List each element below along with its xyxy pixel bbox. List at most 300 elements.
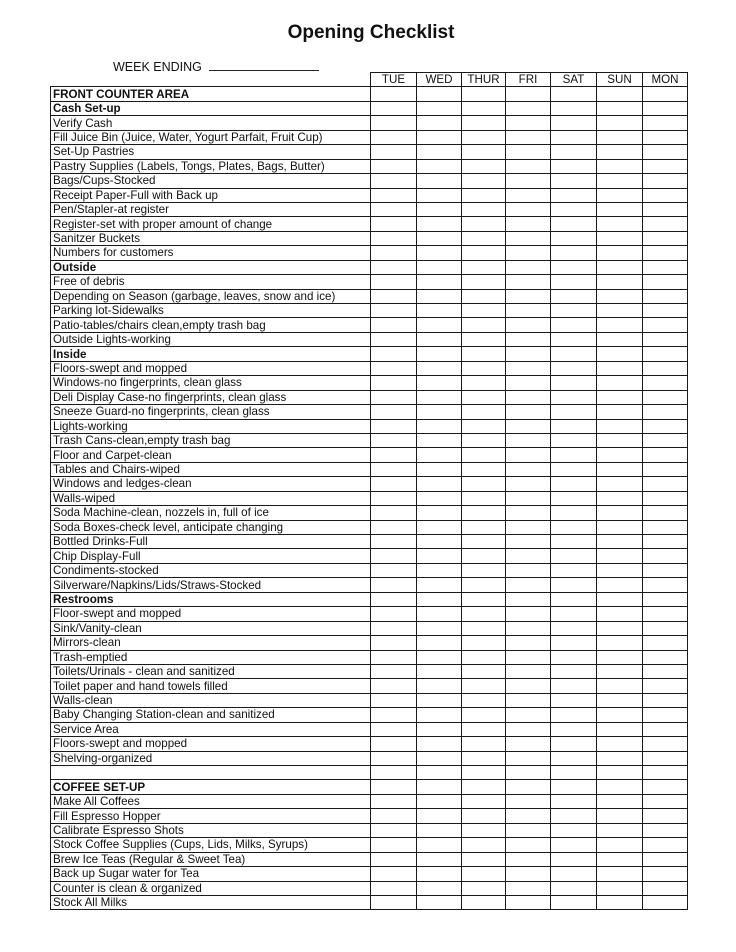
check-cell-tue[interactable]	[371, 491, 417, 505]
check-cell-sat[interactable]	[551, 304, 597, 318]
check-cell-sun[interactable]	[597, 823, 643, 837]
check-cell-fri[interactable]	[506, 246, 551, 260]
check-cell-sat[interactable]	[551, 101, 597, 115]
check-cell-tue[interactable]	[371, 664, 417, 678]
check-cell-tue[interactable]	[371, 506, 417, 520]
check-cell-tue[interactable]	[371, 679, 417, 693]
check-cell-sun[interactable]	[597, 679, 643, 693]
check-cell-mon[interactable]	[643, 101, 688, 115]
check-cell-fri[interactable]	[506, 361, 551, 375]
check-cell-wed[interactable]	[417, 809, 462, 823]
check-cell-tue[interactable]	[371, 405, 417, 419]
check-cell-mon[interactable]	[643, 895, 688, 909]
check-cell-wed[interactable]	[417, 737, 462, 751]
check-cell-sun[interactable]	[597, 116, 643, 130]
check-cell-sat[interactable]	[551, 477, 597, 491]
check-cell-fri[interactable]	[506, 289, 551, 303]
check-cell-sat[interactable]	[551, 636, 597, 650]
check-cell-sun[interactable]	[597, 361, 643, 375]
check-cell-tue[interactable]	[371, 621, 417, 635]
check-cell-mon[interactable]	[643, 621, 688, 635]
check-cell-wed[interactable]	[417, 174, 462, 188]
check-cell-sat[interactable]	[551, 462, 597, 476]
check-cell-sun[interactable]	[597, 636, 643, 650]
check-cell-fri[interactable]	[506, 188, 551, 202]
check-cell-thur[interactable]	[462, 722, 506, 736]
check-cell-wed[interactable]	[417, 433, 462, 447]
check-cell-thur[interactable]	[462, 202, 506, 216]
check-cell-thur[interactable]	[462, 491, 506, 505]
check-cell-wed[interactable]	[417, 347, 462, 361]
check-cell-thur[interactable]	[462, 174, 506, 188]
check-cell-thur[interactable]	[462, 592, 506, 606]
check-cell-sun[interactable]	[597, 260, 643, 274]
check-cell-sat[interactable]	[551, 549, 597, 563]
check-cell-tue[interactable]	[371, 275, 417, 289]
check-cell-sun[interactable]	[597, 231, 643, 245]
check-cell-sat[interactable]	[551, 650, 597, 664]
check-cell-mon[interactable]	[643, 881, 688, 895]
check-cell-sat[interactable]	[551, 621, 597, 635]
check-cell-sun[interactable]	[597, 650, 643, 664]
check-cell-thur[interactable]	[462, 116, 506, 130]
check-cell-tue[interactable]	[371, 535, 417, 549]
check-cell-sat[interactable]	[551, 766, 597, 780]
check-cell-mon[interactable]	[643, 838, 688, 852]
check-cell-wed[interactable]	[417, 867, 462, 881]
check-cell-wed[interactable]	[417, 506, 462, 520]
check-cell-mon[interactable]	[643, 405, 688, 419]
check-cell-fri[interactable]	[506, 592, 551, 606]
check-cell-sun[interactable]	[597, 535, 643, 549]
check-cell-sat[interactable]	[551, 838, 597, 852]
check-cell-thur[interactable]	[462, 664, 506, 678]
check-cell-thur[interactable]	[462, 462, 506, 476]
check-cell-sat[interactable]	[551, 361, 597, 375]
check-cell-tue[interactable]	[371, 448, 417, 462]
check-cell-mon[interactable]	[643, 809, 688, 823]
check-cell-mon[interactable]	[643, 751, 688, 765]
check-cell-thur[interactable]	[462, 231, 506, 245]
check-cell-tue[interactable]	[371, 636, 417, 650]
check-cell-fri[interactable]	[506, 332, 551, 346]
check-cell-mon[interactable]	[643, 520, 688, 534]
check-cell-mon[interactable]	[643, 289, 688, 303]
check-cell-thur[interactable]	[462, 766, 506, 780]
check-cell-thur[interactable]	[462, 852, 506, 866]
check-cell-fri[interactable]	[506, 621, 551, 635]
check-cell-wed[interactable]	[417, 607, 462, 621]
check-cell-sun[interactable]	[597, 246, 643, 260]
check-cell-fri[interactable]	[506, 780, 551, 794]
check-cell-thur[interactable]	[462, 737, 506, 751]
check-cell-sun[interactable]	[597, 145, 643, 159]
check-cell-mon[interactable]	[643, 188, 688, 202]
check-cell-thur[interactable]	[462, 607, 506, 621]
check-cell-sun[interactable]	[597, 867, 643, 881]
check-cell-mon[interactable]	[643, 130, 688, 144]
check-cell-sat[interactable]	[551, 159, 597, 173]
check-cell-sun[interactable]	[597, 174, 643, 188]
check-cell-fri[interactable]	[506, 477, 551, 491]
check-cell-wed[interactable]	[417, 477, 462, 491]
check-cell-tue[interactable]	[371, 650, 417, 664]
check-cell-fri[interactable]	[506, 636, 551, 650]
check-cell-thur[interactable]	[462, 794, 506, 808]
check-cell-tue[interactable]	[371, 881, 417, 895]
check-cell-thur[interactable]	[462, 347, 506, 361]
check-cell-mon[interactable]	[643, 231, 688, 245]
check-cell-sat[interactable]	[551, 794, 597, 808]
check-cell-sun[interactable]	[597, 664, 643, 678]
check-cell-tue[interactable]	[371, 592, 417, 606]
check-cell-sun[interactable]	[597, 693, 643, 707]
check-cell-fri[interactable]	[506, 751, 551, 765]
check-cell-sun[interactable]	[597, 737, 643, 751]
check-cell-tue[interactable]	[371, 780, 417, 794]
check-cell-thur[interactable]	[462, 130, 506, 144]
check-cell-wed[interactable]	[417, 376, 462, 390]
check-cell-fri[interactable]	[506, 231, 551, 245]
check-cell-thur[interactable]	[462, 275, 506, 289]
check-cell-sun[interactable]	[597, 405, 643, 419]
check-cell-thur[interactable]	[462, 477, 506, 491]
check-cell-sat[interactable]	[551, 708, 597, 722]
check-cell-wed[interactable]	[417, 87, 462, 101]
check-cell-thur[interactable]	[462, 679, 506, 693]
check-cell-tue[interactable]	[371, 87, 417, 101]
check-cell-wed[interactable]	[417, 448, 462, 462]
check-cell-tue[interactable]	[371, 130, 417, 144]
check-cell-wed[interactable]	[417, 332, 462, 346]
check-cell-thur[interactable]	[462, 751, 506, 765]
check-cell-wed[interactable]	[417, 101, 462, 115]
check-cell-thur[interactable]	[462, 318, 506, 332]
check-cell-fri[interactable]	[506, 217, 551, 231]
check-cell-wed[interactable]	[417, 823, 462, 837]
check-cell-fri[interactable]	[506, 722, 551, 736]
check-cell-sun[interactable]	[597, 318, 643, 332]
check-cell-fri[interactable]	[506, 159, 551, 173]
check-cell-fri[interactable]	[506, 852, 551, 866]
check-cell-wed[interactable]	[417, 202, 462, 216]
check-cell-mon[interactable]	[643, 794, 688, 808]
check-cell-mon[interactable]	[643, 448, 688, 462]
check-cell-thur[interactable]	[462, 708, 506, 722]
check-cell-mon[interactable]	[643, 693, 688, 707]
check-cell-fri[interactable]	[506, 679, 551, 693]
check-cell-mon[interactable]	[643, 347, 688, 361]
check-cell-mon[interactable]	[643, 563, 688, 577]
check-cell-sun[interactable]	[597, 376, 643, 390]
check-cell-sat[interactable]	[551, 332, 597, 346]
check-cell-wed[interactable]	[417, 246, 462, 260]
check-cell-sun[interactable]	[597, 419, 643, 433]
check-cell-tue[interactable]	[371, 347, 417, 361]
check-cell-sat[interactable]	[551, 895, 597, 909]
check-cell-mon[interactable]	[643, 361, 688, 375]
check-cell-fri[interactable]	[506, 260, 551, 274]
check-cell-mon[interactable]	[643, 607, 688, 621]
check-cell-tue[interactable]	[371, 895, 417, 909]
check-cell-sat[interactable]	[551, 751, 597, 765]
check-cell-wed[interactable]	[417, 390, 462, 404]
check-cell-fri[interactable]	[506, 275, 551, 289]
check-cell-tue[interactable]	[371, 766, 417, 780]
check-cell-wed[interactable]	[417, 751, 462, 765]
check-cell-tue[interactable]	[371, 159, 417, 173]
check-cell-sun[interactable]	[597, 852, 643, 866]
check-cell-fri[interactable]	[506, 448, 551, 462]
check-cell-sat[interactable]	[551, 318, 597, 332]
check-cell-sun[interactable]	[597, 433, 643, 447]
check-cell-thur[interactable]	[462, 145, 506, 159]
check-cell-wed[interactable]	[417, 621, 462, 635]
check-cell-sun[interactable]	[597, 578, 643, 592]
check-cell-mon[interactable]	[643, 722, 688, 736]
check-cell-sat[interactable]	[551, 376, 597, 390]
check-cell-tue[interactable]	[371, 751, 417, 765]
check-cell-tue[interactable]	[371, 549, 417, 563]
check-cell-fri[interactable]	[506, 809, 551, 823]
check-cell-tue[interactable]	[371, 145, 417, 159]
check-cell-sat[interactable]	[551, 722, 597, 736]
check-cell-fri[interactable]	[506, 87, 551, 101]
check-cell-sat[interactable]	[551, 174, 597, 188]
check-cell-wed[interactable]	[417, 780, 462, 794]
check-cell-mon[interactable]	[643, 202, 688, 216]
check-cell-fri[interactable]	[506, 520, 551, 534]
check-cell-sun[interactable]	[597, 491, 643, 505]
check-cell-fri[interactable]	[506, 419, 551, 433]
check-cell-wed[interactable]	[417, 679, 462, 693]
check-cell-sat[interactable]	[551, 130, 597, 144]
check-cell-wed[interactable]	[417, 766, 462, 780]
check-cell-sun[interactable]	[597, 506, 643, 520]
check-cell-thur[interactable]	[462, 636, 506, 650]
check-cell-sun[interactable]	[597, 549, 643, 563]
check-cell-wed[interactable]	[417, 563, 462, 577]
check-cell-fri[interactable]	[506, 145, 551, 159]
check-cell-sun[interactable]	[597, 722, 643, 736]
check-cell-mon[interactable]	[643, 636, 688, 650]
check-cell-sun[interactable]	[597, 751, 643, 765]
check-cell-thur[interactable]	[462, 433, 506, 447]
check-cell-mon[interactable]	[643, 275, 688, 289]
check-cell-tue[interactable]	[371, 419, 417, 433]
check-cell-mon[interactable]	[643, 766, 688, 780]
check-cell-wed[interactable]	[417, 722, 462, 736]
check-cell-sat[interactable]	[551, 289, 597, 303]
check-cell-sat[interactable]	[551, 419, 597, 433]
check-cell-mon[interactable]	[643, 433, 688, 447]
check-cell-tue[interactable]	[371, 737, 417, 751]
check-cell-wed[interactable]	[417, 405, 462, 419]
check-cell-thur[interactable]	[462, 159, 506, 173]
check-cell-fri[interactable]	[506, 318, 551, 332]
check-cell-wed[interactable]	[417, 693, 462, 707]
check-cell-wed[interactable]	[417, 260, 462, 274]
check-cell-fri[interactable]	[506, 737, 551, 751]
check-cell-mon[interactable]	[643, 650, 688, 664]
check-cell-tue[interactable]	[371, 520, 417, 534]
check-cell-sun[interactable]	[597, 780, 643, 794]
check-cell-fri[interactable]	[506, 304, 551, 318]
check-cell-mon[interactable]	[643, 506, 688, 520]
check-cell-fri[interactable]	[506, 462, 551, 476]
check-cell-mon[interactable]	[643, 491, 688, 505]
check-cell-tue[interactable]	[371, 433, 417, 447]
check-cell-sat[interactable]	[551, 852, 597, 866]
check-cell-fri[interactable]	[506, 174, 551, 188]
check-cell-wed[interactable]	[417, 491, 462, 505]
check-cell-fri[interactable]	[506, 563, 551, 577]
check-cell-wed[interactable]	[417, 881, 462, 895]
check-cell-sat[interactable]	[551, 347, 597, 361]
check-cell-fri[interactable]	[506, 693, 551, 707]
check-cell-thur[interactable]	[462, 838, 506, 852]
check-cell-fri[interactable]	[506, 347, 551, 361]
check-cell-mon[interactable]	[643, 462, 688, 476]
check-cell-sat[interactable]	[551, 246, 597, 260]
check-cell-wed[interactable]	[417, 462, 462, 476]
check-cell-wed[interactable]	[417, 217, 462, 231]
check-cell-mon[interactable]	[643, 477, 688, 491]
check-cell-wed[interactable]	[417, 159, 462, 173]
check-cell-sat[interactable]	[551, 881, 597, 895]
check-cell-sun[interactable]	[597, 275, 643, 289]
check-cell-sat[interactable]	[551, 390, 597, 404]
check-cell-thur[interactable]	[462, 809, 506, 823]
check-cell-thur[interactable]	[462, 87, 506, 101]
check-cell-thur[interactable]	[462, 361, 506, 375]
check-cell-sat[interactable]	[551, 592, 597, 606]
check-cell-sun[interactable]	[597, 390, 643, 404]
check-cell-sat[interactable]	[551, 202, 597, 216]
check-cell-wed[interactable]	[417, 636, 462, 650]
check-cell-fri[interactable]	[506, 607, 551, 621]
check-cell-tue[interactable]	[371, 390, 417, 404]
check-cell-fri[interactable]	[506, 895, 551, 909]
check-cell-thur[interactable]	[462, 578, 506, 592]
check-cell-mon[interactable]	[643, 145, 688, 159]
check-cell-mon[interactable]	[643, 217, 688, 231]
check-cell-tue[interactable]	[371, 867, 417, 881]
check-cell-wed[interactable]	[417, 592, 462, 606]
check-cell-thur[interactable]	[462, 332, 506, 346]
check-cell-wed[interactable]	[417, 578, 462, 592]
check-cell-mon[interactable]	[643, 867, 688, 881]
check-cell-mon[interactable]	[643, 549, 688, 563]
check-cell-fri[interactable]	[506, 390, 551, 404]
check-cell-tue[interactable]	[371, 188, 417, 202]
check-cell-fri[interactable]	[506, 433, 551, 447]
check-cell-thur[interactable]	[462, 895, 506, 909]
check-cell-mon[interactable]	[643, 535, 688, 549]
check-cell-tue[interactable]	[371, 231, 417, 245]
check-cell-sun[interactable]	[597, 563, 643, 577]
check-cell-fri[interactable]	[506, 838, 551, 852]
check-cell-sat[interactable]	[551, 679, 597, 693]
check-cell-fri[interactable]	[506, 130, 551, 144]
check-cell-sat[interactable]	[551, 823, 597, 837]
check-cell-fri[interactable]	[506, 116, 551, 130]
check-cell-mon[interactable]	[643, 664, 688, 678]
check-cell-sun[interactable]	[597, 477, 643, 491]
check-cell-sun[interactable]	[597, 87, 643, 101]
check-cell-thur[interactable]	[462, 304, 506, 318]
check-cell-fri[interactable]	[506, 823, 551, 837]
check-cell-sat[interactable]	[551, 809, 597, 823]
check-cell-mon[interactable]	[643, 679, 688, 693]
check-cell-wed[interactable]	[417, 361, 462, 375]
check-cell-mon[interactable]	[643, 87, 688, 101]
check-cell-mon[interactable]	[643, 737, 688, 751]
check-cell-mon[interactable]	[643, 376, 688, 390]
check-cell-sat[interactable]	[551, 607, 597, 621]
check-cell-thur[interactable]	[462, 448, 506, 462]
check-cell-sat[interactable]	[551, 578, 597, 592]
check-cell-thur[interactable]	[462, 217, 506, 231]
check-cell-sun[interactable]	[597, 592, 643, 606]
check-cell-wed[interactable]	[417, 188, 462, 202]
check-cell-sat[interactable]	[551, 405, 597, 419]
check-cell-sun[interactable]	[597, 202, 643, 216]
check-cell-sun[interactable]	[597, 621, 643, 635]
check-cell-thur[interactable]	[462, 246, 506, 260]
check-cell-wed[interactable]	[417, 708, 462, 722]
check-cell-sat[interactable]	[551, 693, 597, 707]
check-cell-wed[interactable]	[417, 535, 462, 549]
check-cell-fri[interactable]	[506, 867, 551, 881]
check-cell-mon[interactable]	[643, 852, 688, 866]
check-cell-mon[interactable]	[643, 708, 688, 722]
check-cell-mon[interactable]	[643, 116, 688, 130]
check-cell-wed[interactable]	[417, 318, 462, 332]
check-cell-sun[interactable]	[597, 332, 643, 346]
check-cell-fri[interactable]	[506, 101, 551, 115]
check-cell-wed[interactable]	[417, 145, 462, 159]
check-cell-wed[interactable]	[417, 794, 462, 808]
check-cell-sat[interactable]	[551, 433, 597, 447]
check-cell-sun[interactable]	[597, 347, 643, 361]
check-cell-sun[interactable]	[597, 304, 643, 318]
check-cell-tue[interactable]	[371, 722, 417, 736]
check-cell-mon[interactable]	[643, 174, 688, 188]
check-cell-sat[interactable]	[551, 188, 597, 202]
check-cell-fri[interactable]	[506, 491, 551, 505]
check-cell-mon[interactable]	[643, 246, 688, 260]
check-cell-mon[interactable]	[643, 332, 688, 346]
check-cell-fri[interactable]	[506, 664, 551, 678]
check-cell-mon[interactable]	[643, 578, 688, 592]
check-cell-tue[interactable]	[371, 376, 417, 390]
check-cell-sun[interactable]	[597, 448, 643, 462]
check-cell-tue[interactable]	[371, 477, 417, 491]
check-cell-wed[interactable]	[417, 852, 462, 866]
check-cell-thur[interactable]	[462, 390, 506, 404]
check-cell-thur[interactable]	[462, 506, 506, 520]
check-cell-tue[interactable]	[371, 708, 417, 722]
check-cell-sun[interactable]	[597, 895, 643, 909]
check-cell-mon[interactable]	[643, 318, 688, 332]
check-cell-sat[interactable]	[551, 506, 597, 520]
check-cell-wed[interactable]	[417, 838, 462, 852]
check-cell-tue[interactable]	[371, 101, 417, 115]
check-cell-fri[interactable]	[506, 578, 551, 592]
check-cell-tue[interactable]	[371, 852, 417, 866]
check-cell-fri[interactable]	[506, 650, 551, 664]
